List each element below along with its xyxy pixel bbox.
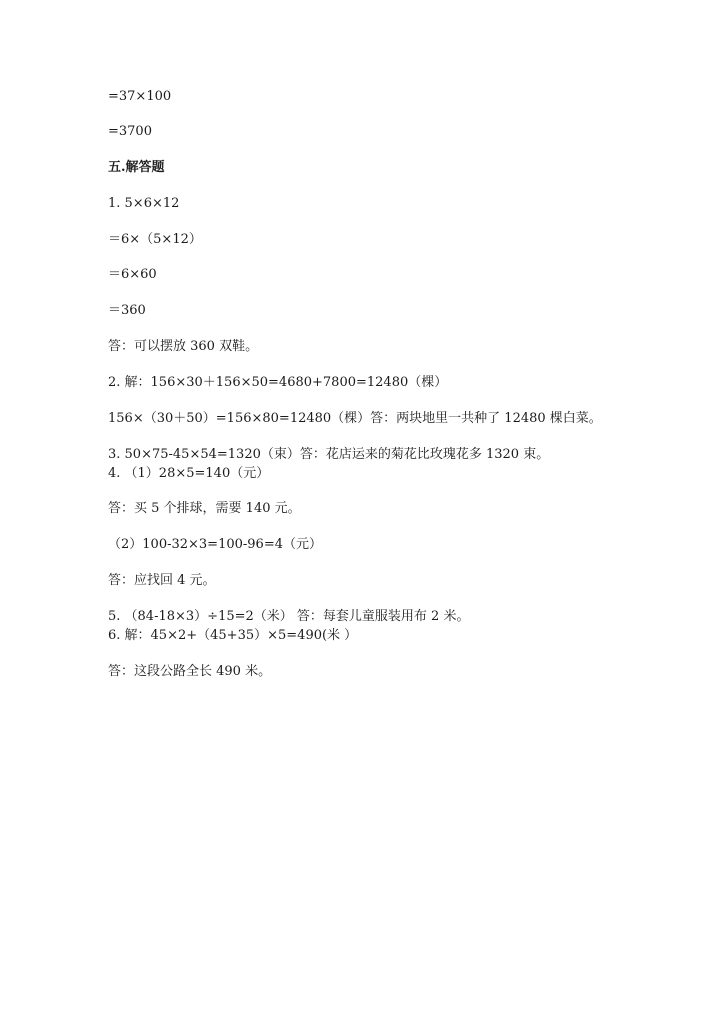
problem-6: 6. 解：45×2+（45+35）×5=490(米 ） [108,628,358,643]
problem-1-line-2: ＝6×（5×12） [108,232,202,247]
problem-1-line-1: 1. 5×6×12 [108,196,180,211]
problem-4-answer-2: 答：应找回 4 元。 [108,573,216,588]
problem-1-answer: 答：可以摆放 360 双鞋。 [108,339,259,354]
problem-2-line-2: 156×（30＋50）=156×80=12480（棵）答：两块地里一共种了 12480 棵白菜。 [108,411,602,426]
problem-5: 5. （84-18×3）÷15=2（米） 答：每套儿童服装用布 2 米。 [108,609,470,624]
section-heading: 五.解答题 [108,160,165,175]
calc-line-1: =37×100 [108,89,172,104]
problem-4-answer-1: 答：买 5 个排球，需要 140 元。 [108,501,301,516]
problem-4-part-2: （2）100-32×3=100-96=4（元） [108,537,322,552]
problem-4-part-1: 4. （1）28×5=140（元） [108,466,270,481]
problem-1-line-4: ＝360 [108,303,146,318]
problem-3: 3. 50×75-45×54=1320（束）答：花店运来的菊花比玫瑰花多 1320 束。 [108,447,550,462]
problem-2-line-1: 2. 解：156×30＋156×50=4680+7800=12480（棵） [108,375,448,390]
calc-line-2: =3700 [108,124,152,139]
problem-6-answer: 答：这段公路全长 490 米。 [108,664,272,679]
problem-1-line-3: ＝6×60 [108,267,157,282]
